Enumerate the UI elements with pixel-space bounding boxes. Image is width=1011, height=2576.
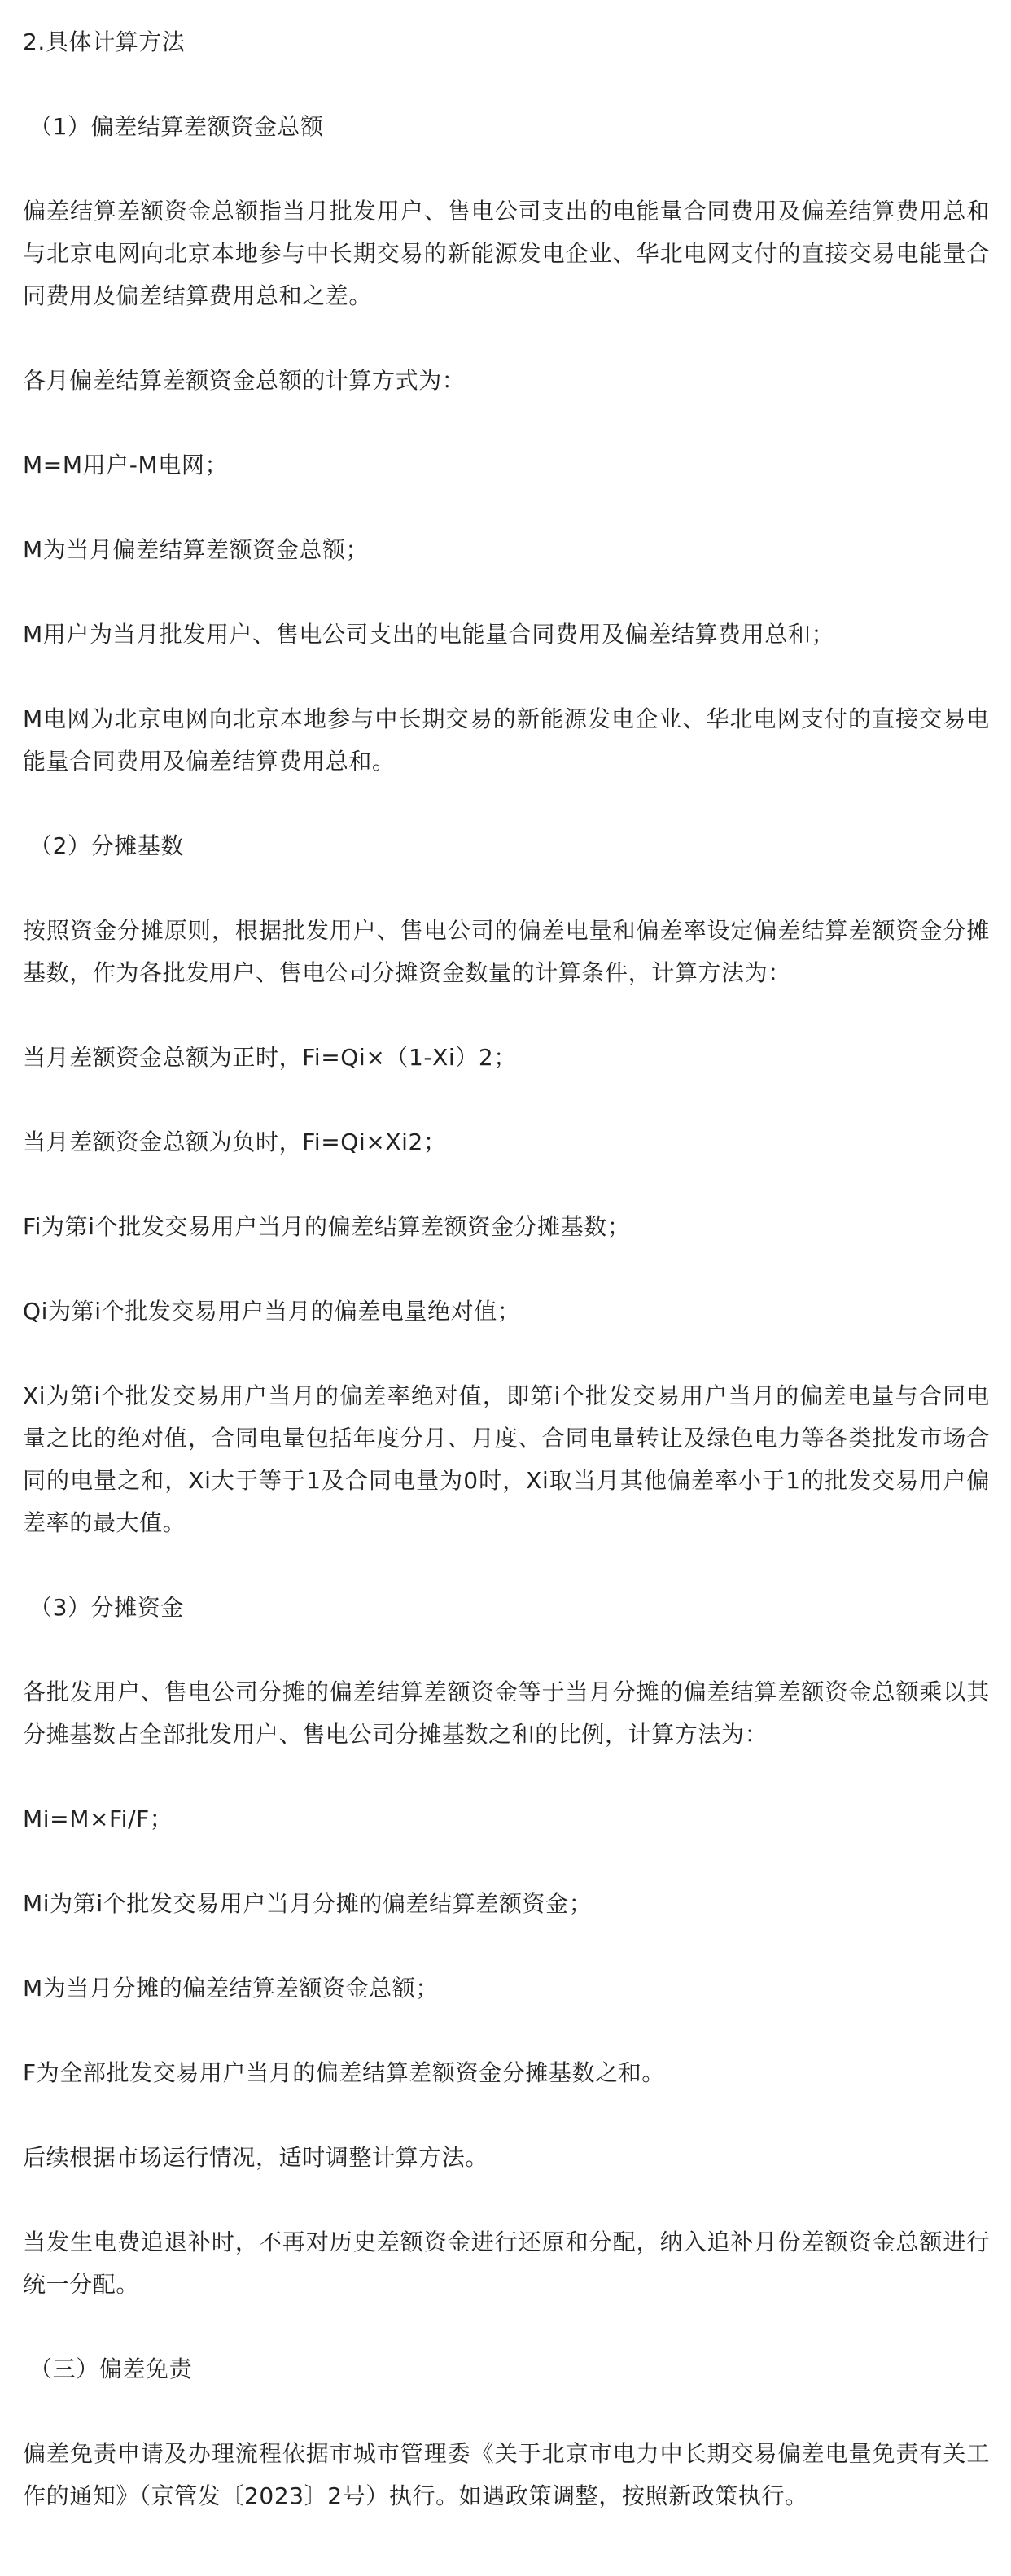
definition-m: M为当月偏差结算差额资金总额； bbox=[23, 536, 370, 563]
spacer bbox=[23, 1544, 990, 1587]
document-body bbox=[0, 21, 1011, 2517]
spacer bbox=[23, 994, 990, 1037]
definition-m-user: M用户为当月批发用户、售电公司支出的电能量合同费用及偏差结算费用总和； bbox=[23, 621, 835, 648]
paragraph-adjustment: 后续根据市场运行情况，适时调整计算方法。 bbox=[23, 2144, 489, 2171]
definition-f: F为全部批发交易用户当月的偏差结算差额资金分摊基数之和。 bbox=[23, 2059, 665, 2086]
definition-qi: Qi为第i个批发交易用户当月的偏差电量绝对值； bbox=[23, 1298, 521, 1325]
spacer bbox=[23, 1164, 990, 1206]
heading-allocated-funds: （3）分摊资金 bbox=[29, 1594, 185, 1621]
spacer bbox=[23, 2306, 990, 2348]
spacer bbox=[23, 571, 990, 613]
spacer bbox=[23, 2094, 990, 2137]
spacer bbox=[23, 1248, 990, 1290]
definition-mi: Mi为第i个批发交易用户当月分摊的偏差结算差额资金； bbox=[23, 1890, 593, 1917]
formula-m: M=M用户-M电网； bbox=[23, 452, 229, 478]
spacer bbox=[23, 1756, 990, 1798]
section-title: 2.具体计算方法 bbox=[23, 28, 186, 55]
spacer bbox=[23, 1840, 990, 1883]
heading-deviation-total: （1）偏差结算差额资金总额 bbox=[29, 113, 324, 140]
spacer bbox=[23, 867, 990, 910]
spacer bbox=[23, 2010, 990, 2052]
spacer bbox=[23, 2390, 990, 2433]
definition-xi: Xi为第i个批发交易用户当月的偏差率绝对值，即第i个批发交易用户当月的偏差电量与合同电量之比的绝对值，合同电量包括年度分月、月度、合同电量转让及绿色电力等各类批发市场合同的电量之和，Xi大于等于1及合同电量为0时，Xi取当月其他偏差率小于1的批发交易用户偏差率的最大值。 bbox=[23, 1382, 990, 1536]
spacer bbox=[23, 2179, 990, 2221]
formula-negative: 当月差额资金总额为负时，Fi=Qi×Xi2； bbox=[23, 1129, 447, 1155]
heading-allocation-base: （2）分摊基数 bbox=[29, 832, 185, 859]
spacer bbox=[23, 1925, 990, 1967]
paragraph-retroactive: 当发生电费追退补时，不再对历史差额资金进行还原和分配，纳入追补月份差额资金总额进行统一分配。 bbox=[23, 2229, 990, 2298]
spacer bbox=[23, 656, 990, 698]
definition-m-allocated: M为当月分摊的偏差结算差额资金总额； bbox=[23, 1975, 439, 2002]
spacer bbox=[23, 1333, 990, 1375]
spacer bbox=[23, 487, 990, 529]
paragraph-definition: 偏差结算差额资金总额指当月批发用户、售电公司支出的电能量合同费用及偏差结算费用总和与北京电网向北京本地参与中长期交易的新能源发电企业、华北电网支付的直接交易电能量合同费用及偏差结算费用总和之差。 bbox=[23, 198, 990, 309]
spacer bbox=[23, 783, 990, 825]
paragraph-funds-intro: 各批发用户、售电公司分摊的偏差结算差额资金等于当月分摊的偏差结算差额资金总额乘以其分摊基数占全部批发用户、售电公司分摊基数之和的比例，计算方法为： bbox=[23, 1679, 990, 1748]
spacer bbox=[23, 317, 990, 360]
formula-mi: Mi=M×Fi/F； bbox=[23, 1805, 173, 1832]
spacer bbox=[23, 148, 990, 190]
heading-deviation-exemption: （三）偏差免责 bbox=[29, 2356, 193, 2382]
formula-positive: 当月差额资金总额为正时，Fi=Qi×（1-Xi）2； bbox=[23, 1044, 517, 1071]
spacer bbox=[23, 1079, 990, 1121]
paragraph-calc-intro: 各月偏差结算差额资金总额的计算方式为： bbox=[23, 367, 466, 394]
paragraph-allocation-intro: 按照资金分摊原则，根据批发用户、售电公司的偏差电量和偏差率设定偏差结算差额资金分摊基数，作为各批发用户、售电公司分摊资金数量的计算条件，计算方法为： bbox=[23, 917, 990, 986]
definition-fi: Fi为第i个批发交易用户当月的偏差结算差额资金分摊基数； bbox=[23, 1213, 631, 1240]
spacer bbox=[23, 402, 990, 444]
spacer bbox=[23, 63, 990, 106]
paragraph-exemption: 偏差免责申请及办理流程依据市城市管理委《关于北京市电力中长期交易偏差电量免责有关工作的通知》（京管发〔2023〕2号）执行。如遇政策调整，按照新政策执行。 bbox=[23, 2440, 990, 2509]
spacer bbox=[23, 1629, 990, 1671]
definition-m-grid: M电网为北京电网向北京本地参与中长期交易的新能源发电企业、华北电网支付的直接交易电能量合同费用及偏差结算费用总和。 bbox=[23, 705, 990, 775]
